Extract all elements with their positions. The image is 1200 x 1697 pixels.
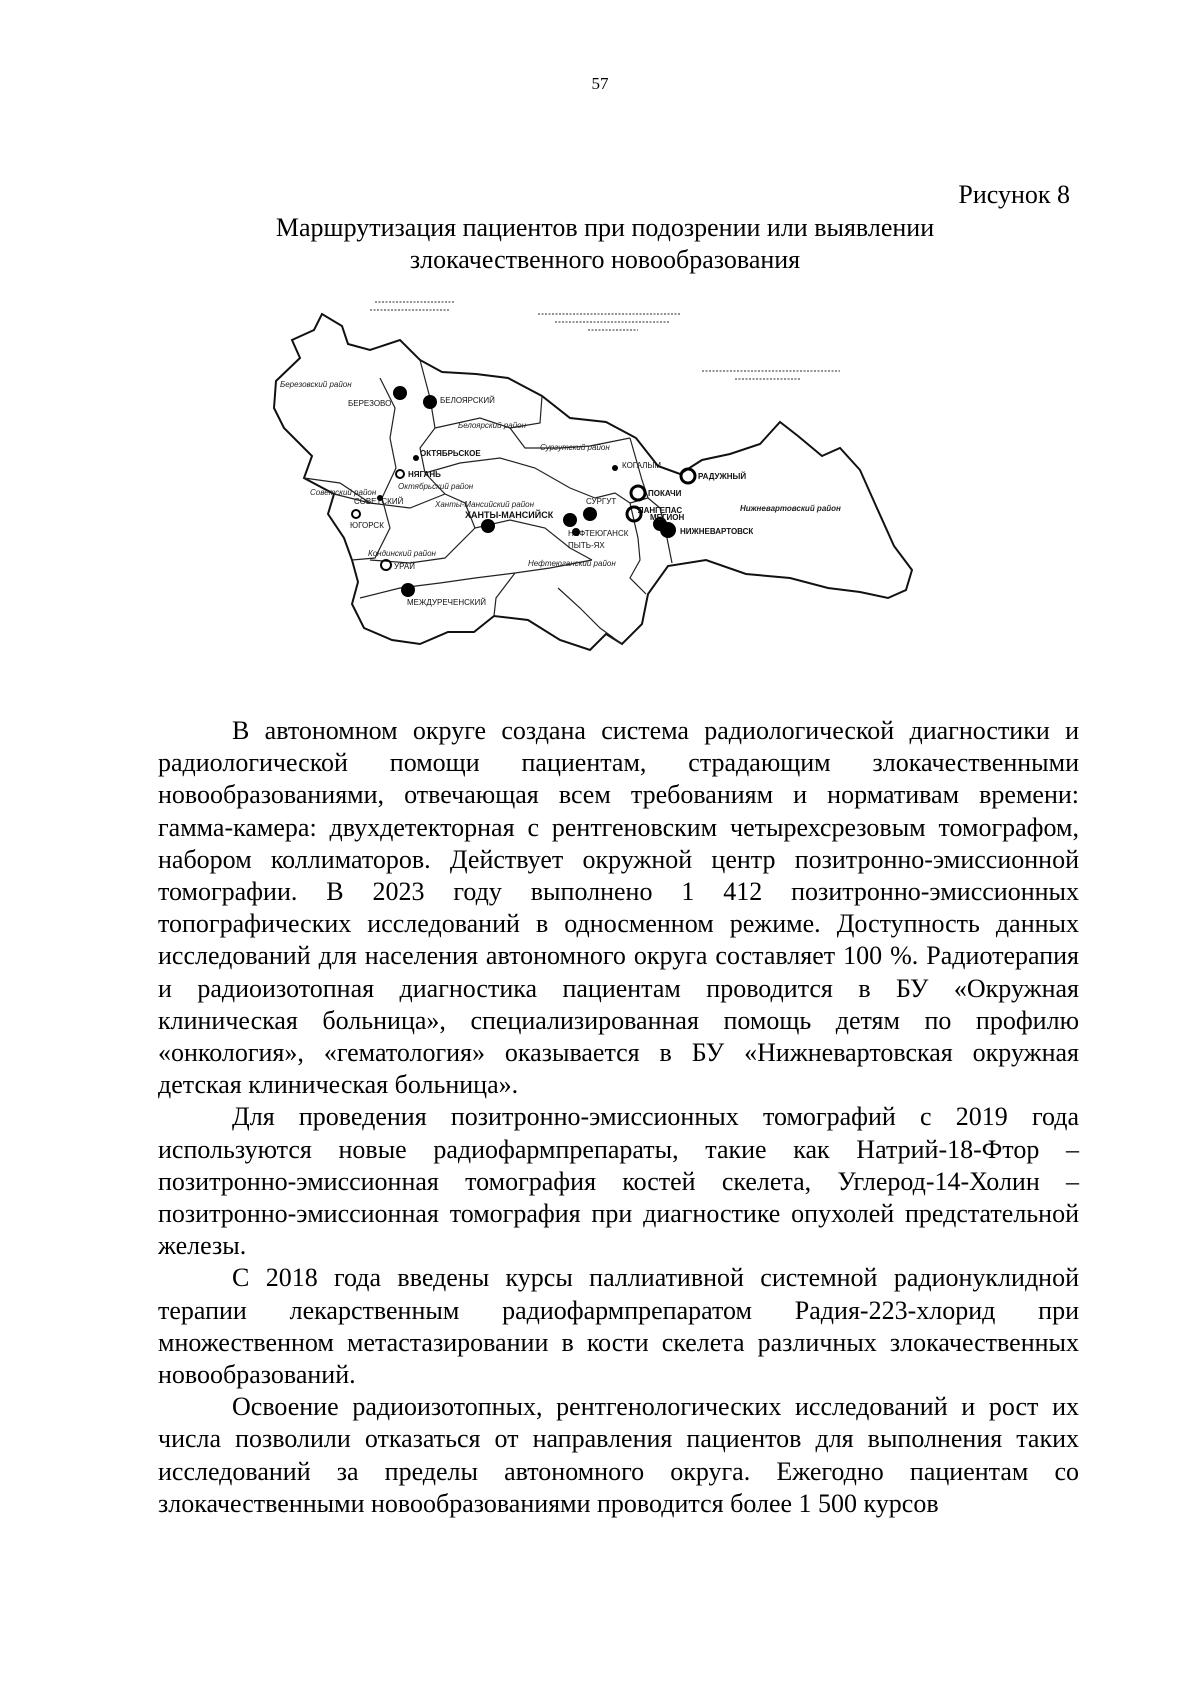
city-marker-pokachi [631, 486, 645, 500]
city-marker-nyagan [396, 470, 404, 478]
page-number: 57 [591, 74, 609, 93]
district-label-oktyabrsky: Октябрьский район [398, 482, 474, 491]
city-label-kogalym: КОГАЛЫМ [622, 461, 662, 470]
paragraph-1: В автономном округе создана система радиологической диагностики и радиологической помощи пациентам, страдающим злокачественными новообразованиями, отвечающая всем требованиям и нормативам времени: гамма-камера: двухдетекторная с рентгеновским четырехсрезовым томографом, набором коллиматоров. Действует окружной центр позитронно-эмиссионной томографии. В 2023 году выполнено 1 412 позитронно-эмиссионных топографических исследований в односменном режиме. Доступность данных исследований для населения автономного округа составляет 100 %. Радиотерапия и радиоизотопная диагностика пациентам проводится в БУ «Окружная клиническая больница», специализированная помощь детям по профилю «онкология», «гематология» оказывается в БУ «Нижневартовская окружная детская клиническая больница». [158, 716, 1079, 1100]
district-label-surgutsky: Сургутский район [540, 443, 610, 452]
paragraph-2: Для проведения позитронно-эмиссионных томографий с 2019 года используются новые радиофармпрепараты, такие как Натрий-18-Фтор – позитронно-эмиссионная томография костей скелета, Углерод-14-Холин – позитронно-эмиссионная томография при диагностике опухолей предстательной железы. [158, 1102, 1079, 1261]
figure-label: Рисунок 8 [958, 180, 1070, 209]
city-marker-berezovo [393, 386, 407, 400]
paragraph-3: С 2018 года введены курсы паллиативной системной радионуклидной терапии лекарственным радиофармпрепаратом Радия-223-хлорид при множественном метастазировании в кости скелета различных злокачественных новообразований. [158, 1263, 1079, 1390]
city-label-nyagan: НЯГАНЬ [408, 470, 441, 479]
city-marker-beloyarsky [423, 395, 437, 409]
city-marker-oktyabrskoe [413, 455, 419, 461]
district-label-beloyarsky: Белоярский район [458, 421, 526, 430]
city-label-megion: МЕГИОН [650, 513, 685, 522]
city-marker-khanty-mansiysk [481, 519, 495, 533]
city-label-yugorsk: ЮГОРСК [350, 521, 384, 530]
city-label-pyt-yakh: ПЫТЬ-ЯХ [568, 541, 605, 550]
city-marker-raduzhny [681, 469, 695, 483]
city-label-khanty-mansiysk: ХАНТЫ-МАНСИЙСК [465, 510, 554, 520]
district-label-sovetsky: Советский район [310, 488, 377, 497]
city-marker-surgut-1 [563, 513, 577, 527]
map-header-scribbles [366, 298, 840, 379]
body-text [158, 715, 1079, 1520]
city-label-beloyarsky: БЕЛОЯРСКИЙ [440, 396, 495, 405]
district-label-nizhnevartovsky: Нижневартовский район [740, 504, 841, 513]
district-label-kondinsky: Кондинский район [368, 549, 436, 558]
city-marker-nizhnevartovsk [660, 522, 676, 538]
city-label-mezhdurechensky: МЕЖДУРЕЧЕНСКИЙ [407, 598, 487, 607]
city-label-surgut: СУРГУТ [586, 497, 617, 506]
city-label-langepas: ЛАНГЕПАС [638, 506, 683, 515]
region-map [270, 298, 930, 683]
district-label-berezovsky: Березовский район [280, 380, 352, 389]
city-marker-kogalym [612, 465, 618, 471]
district-label-khanty-mansiysky: Ханты-Мансийский район [435, 500, 535, 509]
city-marker-surgut-2 [583, 507, 597, 521]
figure-caption-line-2: злокачественного новообразования [409, 245, 801, 274]
city-label-sovetsky: СОВЕТСКИЙ [354, 497, 404, 506]
city-marker-yugorsk [352, 510, 360, 518]
city-label-nizhnevartovsk: НИЖНЕВАРТОВСК [680, 527, 754, 536]
city-label-uray: УРАЙ [394, 562, 415, 571]
city-label-nefteyugansk: НЕФТЕЮГАНСК [568, 529, 629, 538]
city-label-berezovo: БЕРЕЗОВО [348, 399, 392, 408]
city-marker-mezhdurechensky [401, 583, 415, 597]
district-label-nefteyugansky: Нефтеюганский район [528, 559, 616, 568]
city-label-raduzhny: РАДУЖНЫЙ [698, 472, 747, 481]
city-label-pokachi: ПОКАЧИ [648, 489, 682, 498]
figure-caption-line-1: Маршрутизация пациентов при подозрении или выявлении [275, 213, 935, 242]
paragraph-4: Освоение радиоизотопных, рентгенологических исследований и рост их числа позволили отказаться от направления пациентов для выполнения таких исследований за пределы автономного округа. Ежегодно пациентам со злокачественными новообразованиями проводится более 1 500 курсов [158, 1392, 1079, 1518]
region-outline [274, 314, 912, 650]
city-label-oktyabrskoe: ОКТЯБРЬСКОЕ [420, 449, 481, 458]
figure-caption [0, 212, 1200, 276]
